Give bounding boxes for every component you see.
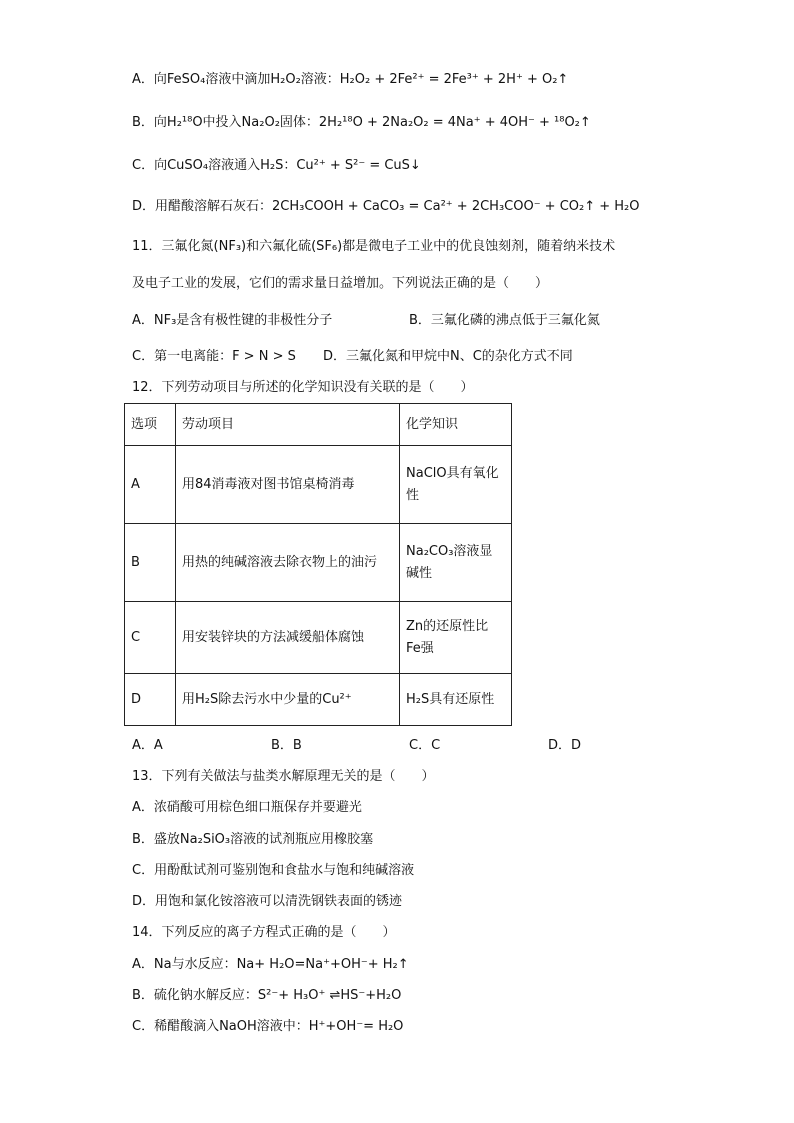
q10-option-a: A．向FeSO₄溶液中滴加H₂O₂溶液：H₂O₂ + 2Fe²⁺ = 2Fe³⁺ + 2H⁺ + O₂↑ — [132, 72, 569, 87]
knowledge-line1: Zn的还原性比 — [406, 618, 489, 634]
q12-table — [124, 403, 512, 726]
header-project: 劳动项目 — [176, 404, 400, 446]
q14-stem: 14．下列反应的离子方程式正确的是（ ） — [132, 925, 396, 940]
q11-stem-line2: 及电子工业的发展，它们的需求量日益增加。下列说法正确的是（ ） — [132, 276, 549, 291]
row-project: 用H₂S除去污水中少量的Cu²⁺ — [176, 674, 400, 726]
header-knowledge: 化学知识 — [400, 404, 512, 446]
q10-option-b: B．向H₂¹⁸O中投入Na₂O₂固体：2H₂¹⁸O + 2Na₂O₂ = 4Na⁺ + 4OH⁻ + ¹⁸O₂↑ — [132, 115, 591, 130]
knowledge-line2: 碱性 — [406, 565, 433, 581]
row-knowledge — [400, 524, 512, 602]
knowledge-line1: Na₂CO₃溶液显 — [406, 543, 493, 559]
q13-option-b: B．盛放Na₂SiO₃溶液的试剂瓶应用橡胶塞 — [132, 832, 374, 847]
q11-option-d: D．三氟化氮和甲烷中N、C的杂化方式不同 — [323, 349, 573, 364]
q12-answer-d: D．D — [548, 738, 582, 753]
q12-answer-b: B．B — [271, 738, 302, 753]
q12-stem: 12．下列劳动项目与所述的化学知识没有关联的是（ ） — [132, 380, 474, 395]
q11-option-b: B．三氟化磷的沸点低于三氟化氮 — [409, 313, 600, 328]
knowledge-line2: 性 — [406, 487, 420, 503]
q13-option-c: C．用酚酞试剂可鉴别饱和食盐水与饱和纯碱溶液 — [132, 863, 415, 878]
table-header-row — [125, 404, 512, 446]
q14-option-b: B．硫化钠水解反应：S²⁻+ H₃O⁺ ⇌HS⁻+H₂O — [132, 988, 402, 1003]
q11-option-a: A．NF₃是含有极性键的非极性分子 — [132, 313, 333, 328]
row-project: 用热的纯碱溶液去除衣物上的油污 — [176, 524, 400, 602]
row-option: D — [125, 674, 176, 726]
table-row — [125, 446, 512, 524]
header-option: 选项 — [125, 404, 176, 446]
knowledge-line2: Fe强 — [406, 640, 434, 656]
q10-option-d: D．用醋酸溶解石灰石：2CH₃COOH + CaCO₃ = Ca²⁺ + 2CH₃COO⁻ + CO₂↑ + H₂O — [132, 199, 640, 214]
q14-option-a: A．Na与水反应：Na+ H₂O=Na⁺+OH⁻+ H₂↑ — [132, 957, 409, 972]
q10-option-c: C．向CuSO₄溶液通入H₂S：Cu²⁺ + S²⁻ = CuS↓ — [132, 158, 421, 173]
knowledge-line1: NaClO具有氧化 — [406, 465, 499, 481]
row-option: A — [125, 446, 176, 524]
row-project: 用84消毒液对图书馆桌椅消毒 — [176, 446, 400, 524]
q11-stem-line1: 11．三氟化氮(NF₃)和六氟化硫(SF₆)都是微电子工业中的优良蚀刻剂，随着纳米技术 — [132, 239, 616, 254]
row-knowledge — [400, 602, 512, 674]
table-row — [125, 674, 512, 726]
q12-answer-c: C．C — [409, 738, 441, 753]
q13-stem: 13．下列有关做法与盐类水解原理无关的是（ ） — [132, 769, 435, 784]
q12-answer-a: A．A — [132, 738, 163, 753]
q13-option-d: D．用饱和氯化铵溶液可以清洗钢铁表面的锈迹 — [132, 894, 403, 909]
q14-option-c: C．稀醋酸滴入NaOH溶液中：H⁺+OH⁻= H₂O — [132, 1019, 404, 1034]
q11-option-c: C．第一电离能：F > N > S — [132, 349, 296, 364]
row-option: C — [125, 602, 176, 674]
row-knowledge — [400, 674, 512, 726]
row-knowledge — [400, 446, 512, 524]
row-option: B — [125, 524, 176, 602]
table-row — [125, 524, 512, 602]
row-project: 用安装锌块的方法减缓船体腐蚀 — [176, 602, 400, 674]
table-row — [125, 602, 512, 674]
q13-option-a: A．浓硝酸可用棕色细口瓶保存并要避光 — [132, 800, 362, 815]
knowledge-line1: H₂S具有还原性 — [406, 691, 495, 707]
